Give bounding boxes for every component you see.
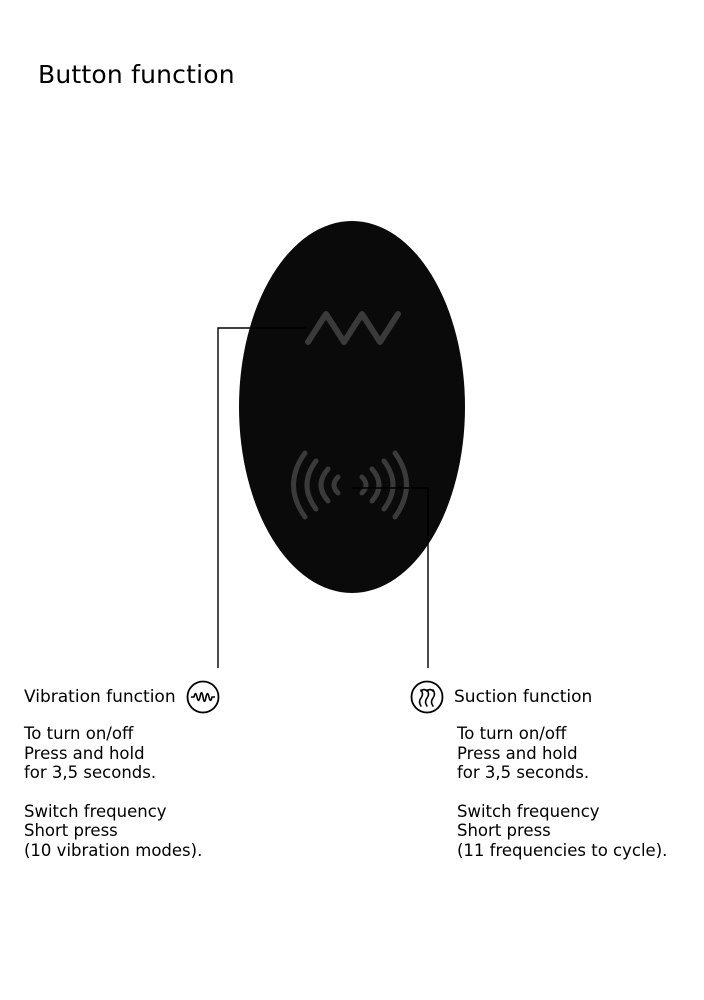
vibration-line-1: To turn on/off — [24, 724, 134, 743]
page-title: Button function — [38, 60, 235, 89]
vibration-line-3: for 3,5 seconds. — [24, 763, 157, 782]
suction-line-5: Short press — [457, 821, 551, 840]
vibration-function-title: Vibration function — [24, 687, 176, 707]
vibration-function-section — [24, 678, 304, 860]
remote-body — [239, 221, 465, 593]
vibration-line-6: (10 vibration modes). — [24, 840, 203, 860]
suction-line-4: Switch frequency — [457, 801, 600, 821]
suction-line-3: for 3,5 seconds. — [457, 763, 590, 782]
suction-function-title: Suction function — [454, 687, 593, 707]
suction-line-1: To turn on/off — [457, 724, 567, 743]
suction-line-6: (11 frequencies to cycle). — [457, 840, 668, 860]
suction-waves-icon — [410, 680, 444, 714]
suction-function-section — [410, 678, 690, 860]
vibration-line-5: Short press — [24, 821, 118, 840]
vibration-wave-icon — [186, 680, 220, 714]
suction-line-2: Press and hold — [457, 743, 578, 763]
vibration-line-2: Press and hold — [24, 743, 145, 763]
vibration-line-4: Switch frequency — [24, 801, 167, 821]
